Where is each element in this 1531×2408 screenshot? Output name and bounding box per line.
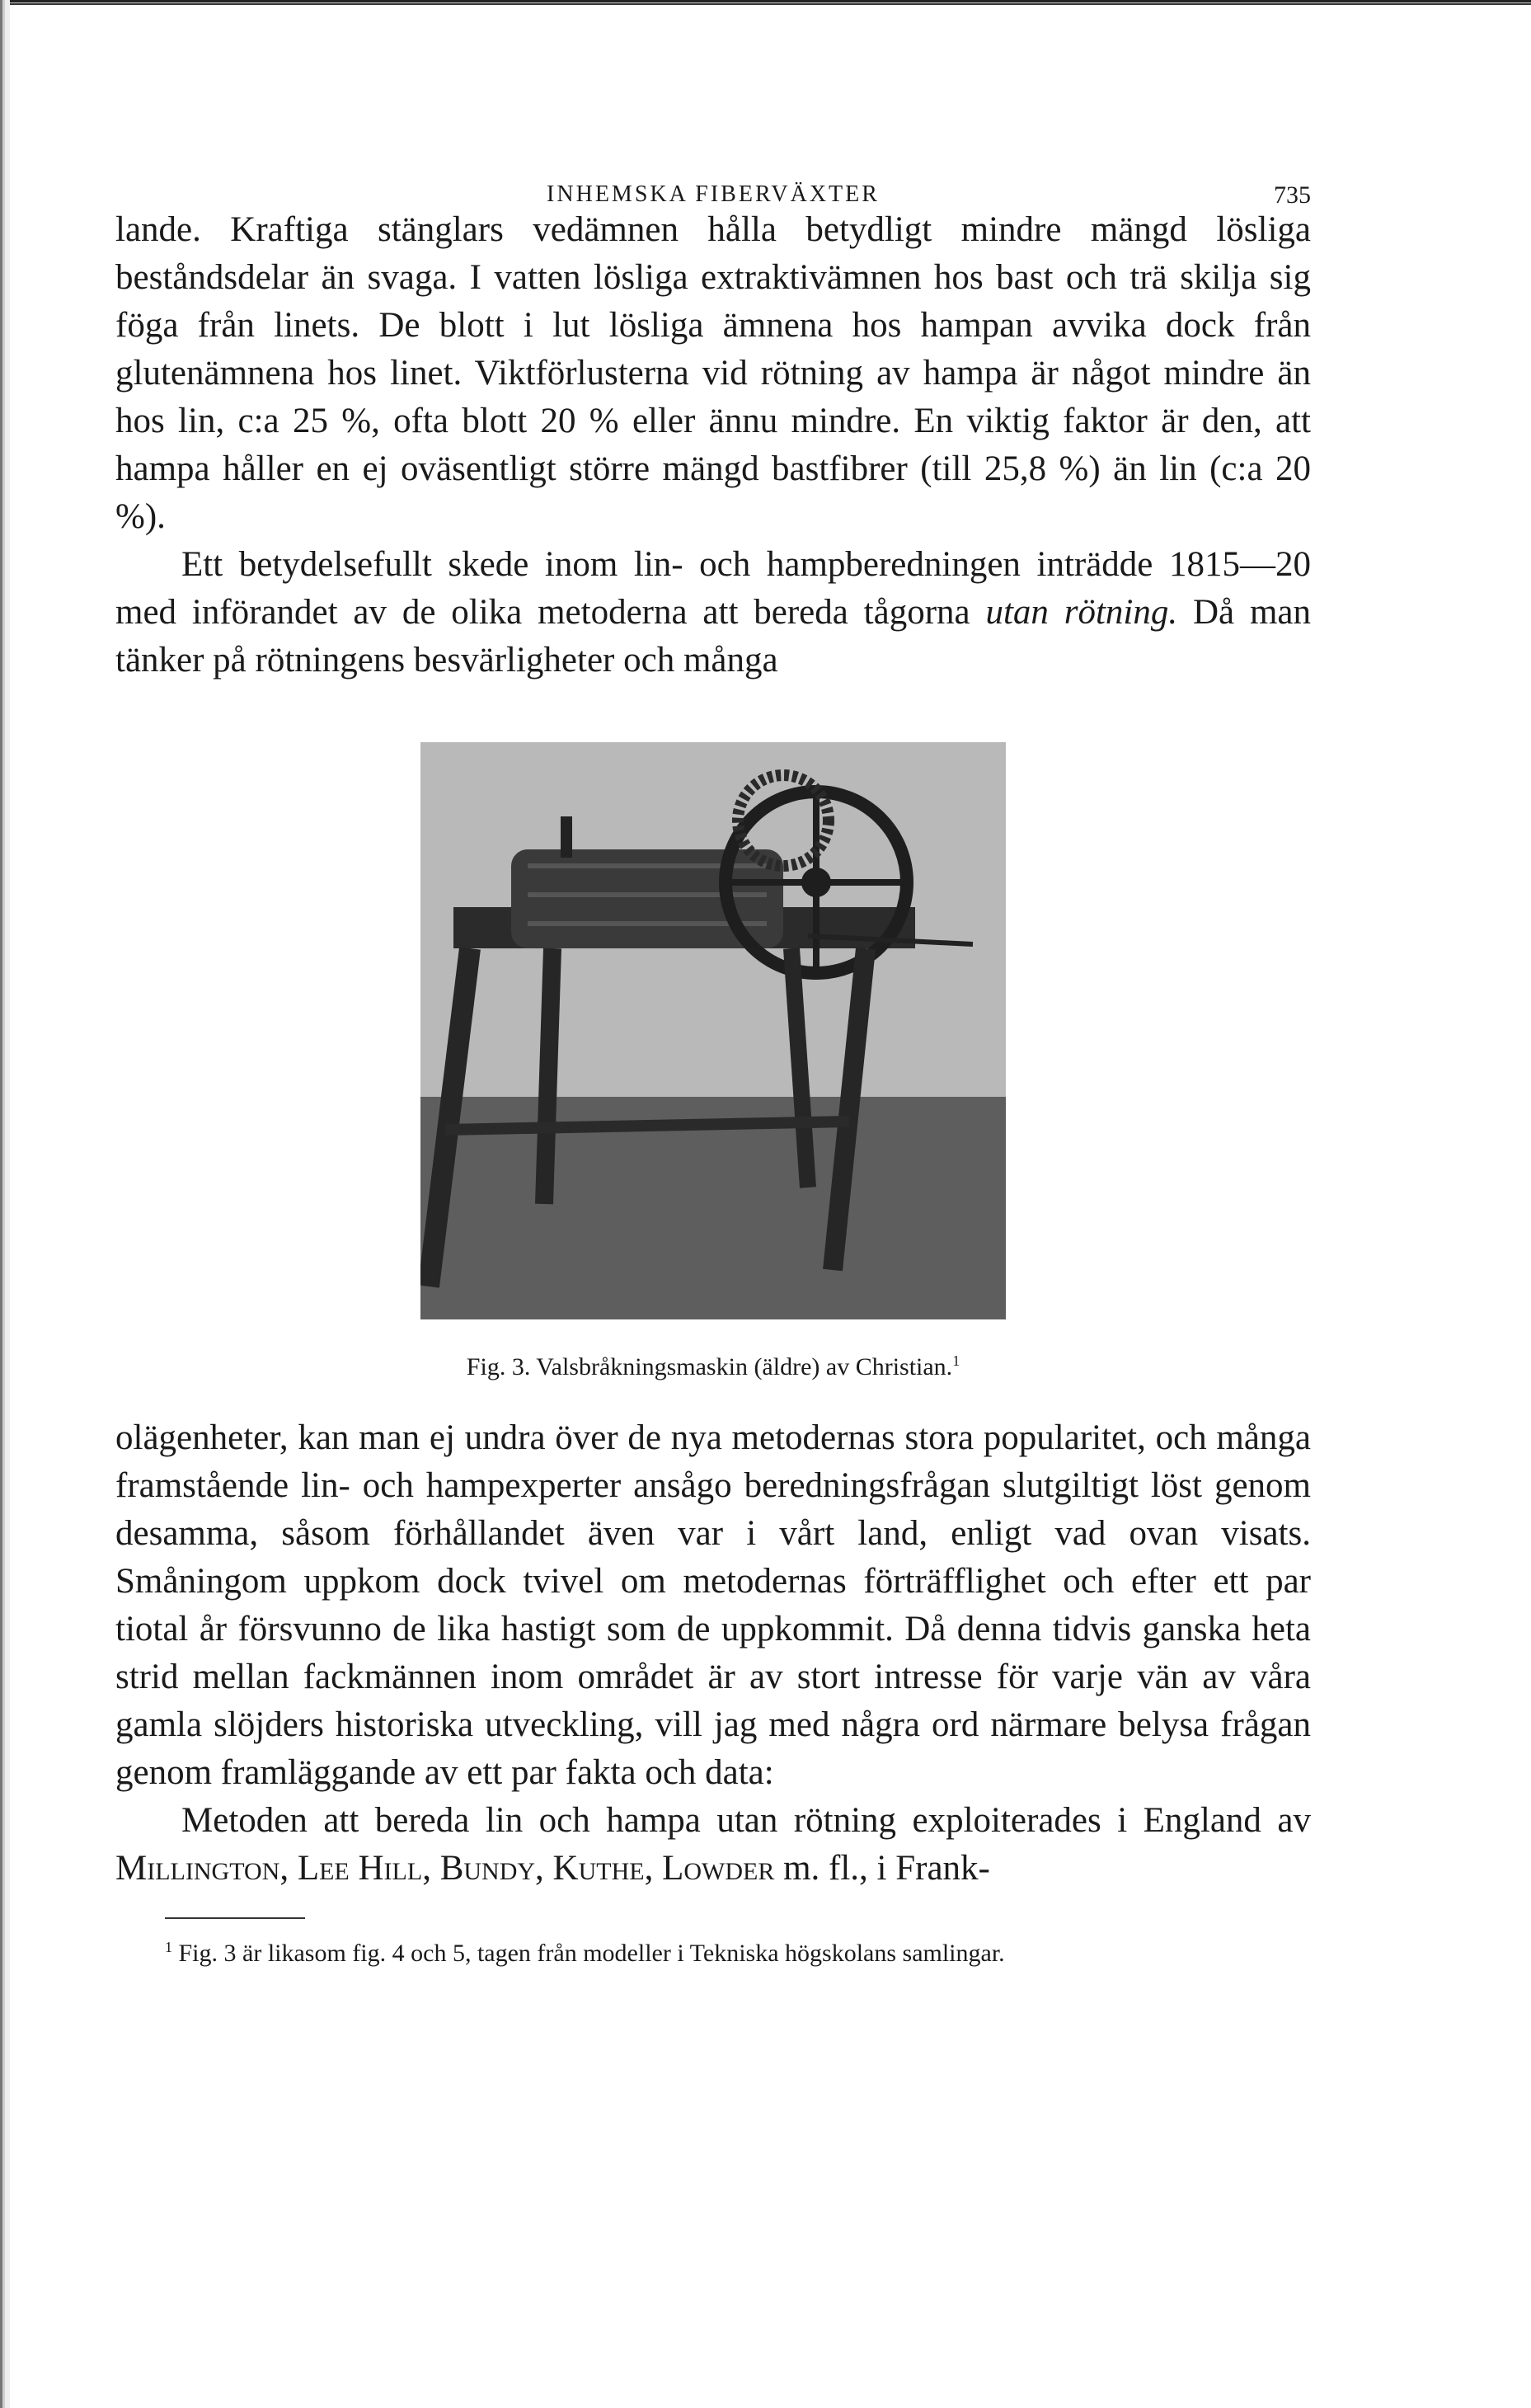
book-page bbox=[115, 157, 1311, 1970]
scan-border-left bbox=[0, 0, 10, 2408]
caption-label: Fig. 3. bbox=[466, 1353, 531, 1380]
paragraph-1: lande. Kraftiga stänglars vedämnen hålla betydligt mindre mängd lösliga beståndsdelar än svaga. I vatten lösliga extraktivämnen hos bast och trä skilja sig föga från linets. De blott i lut lösliga ämnena hos hampan avvika dock från glutenämnena hos linet. Viktförlusterna vid rötning av hampa är något mindre än hos lin, c:a 25 %, ofta blott 20 % eller ännu mindre. En viktig faktor är den, att hampa håller en ej oväsentligt större mängd bastfibrer (till 25,8 %) än lin (c:a 20 %). bbox=[115, 210, 1311, 536]
running-title: INHEMSKA FIBERVÄXTER bbox=[547, 181, 880, 207]
machine-photo bbox=[420, 742, 1006, 1319]
footnote-text: Fig. 3 är likasom fig. 4 och 5, tagen från modeller i Tekniska högskolans samlingar. bbox=[178, 1940, 1005, 1967]
paragraph-2-text: Ett betydelsefullt skede inom lin- och hampberedningen inträdde 1815—20 med införandet av de olika metoderna att bereda tågorna bbox=[115, 545, 1311, 632]
author-name: Bundy bbox=[439, 1849, 536, 1888]
paragraph-4-tail: m. fl., i Frank- bbox=[774, 1849, 990, 1888]
paragraph-3: olägenheter, kan man ej undra över de nya metodernas stora popularitet, och många framstående lin- och hampexperter ansågo beredningsfrågan slutgiltigt löst genom desamma, såsom förhållandet även var i vårt land, enligt vad ovan visats. Småningom uppkom dock tvivel om metodernas förträfflighet och efter ett par tiotal år försvunno de lika hastigt som de uppkommit. Då denna tidvis ganska heta strid mellan fackmännen inom området är av stort intresse för varje vän av våra gamla slöjders historiska utveckling, vill jag med några ord närmare belysa frågan genom framläggande av ett par fakta och data: bbox=[115, 1418, 1311, 1792]
scan-border-top bbox=[0, 0, 1531, 7]
caption-text: Valsbråkningsmaskin (äldre) av Christian. bbox=[536, 1353, 953, 1380]
figure-3 bbox=[420, 742, 1006, 1381]
footnote-rule bbox=[165, 1917, 305, 1919]
paragraph-4-text: Metoden att bereda lin och hampa utan rötning exploiterades i England av bbox=[181, 1801, 1311, 1840]
caption-footnote-mark: 1 bbox=[952, 1352, 960, 1369]
author-name: Kuthe bbox=[552, 1849, 645, 1888]
machine-illustration bbox=[420, 742, 1006, 1319]
paragraph-2-italic: utan rötning. bbox=[985, 593, 1178, 632]
running-head bbox=[115, 157, 1311, 209]
footnote-mark: 1 bbox=[165, 1939, 172, 1955]
footnote bbox=[165, 1931, 1311, 1970]
page-number: 735 bbox=[1274, 181, 1311, 209]
paragraph-2 bbox=[115, 541, 1311, 684]
author-name: Lee Hill bbox=[297, 1849, 423, 1888]
paragraph-4: Metoden att bereda lin och hampa utan rötning exploiterades i England av Millington, Lee Hill, Bundy, Kuthe, Lowder m. fl., i Frank- bbox=[115, 1801, 1311, 1888]
author-name: Millington bbox=[115, 1849, 280, 1888]
figure-caption bbox=[338, 1352, 1088, 1381]
author-name: Lowder bbox=[662, 1849, 775, 1888]
paragraph-2-tail: Då man tänker på rötningens besvärligheter och många bbox=[115, 593, 1311, 680]
